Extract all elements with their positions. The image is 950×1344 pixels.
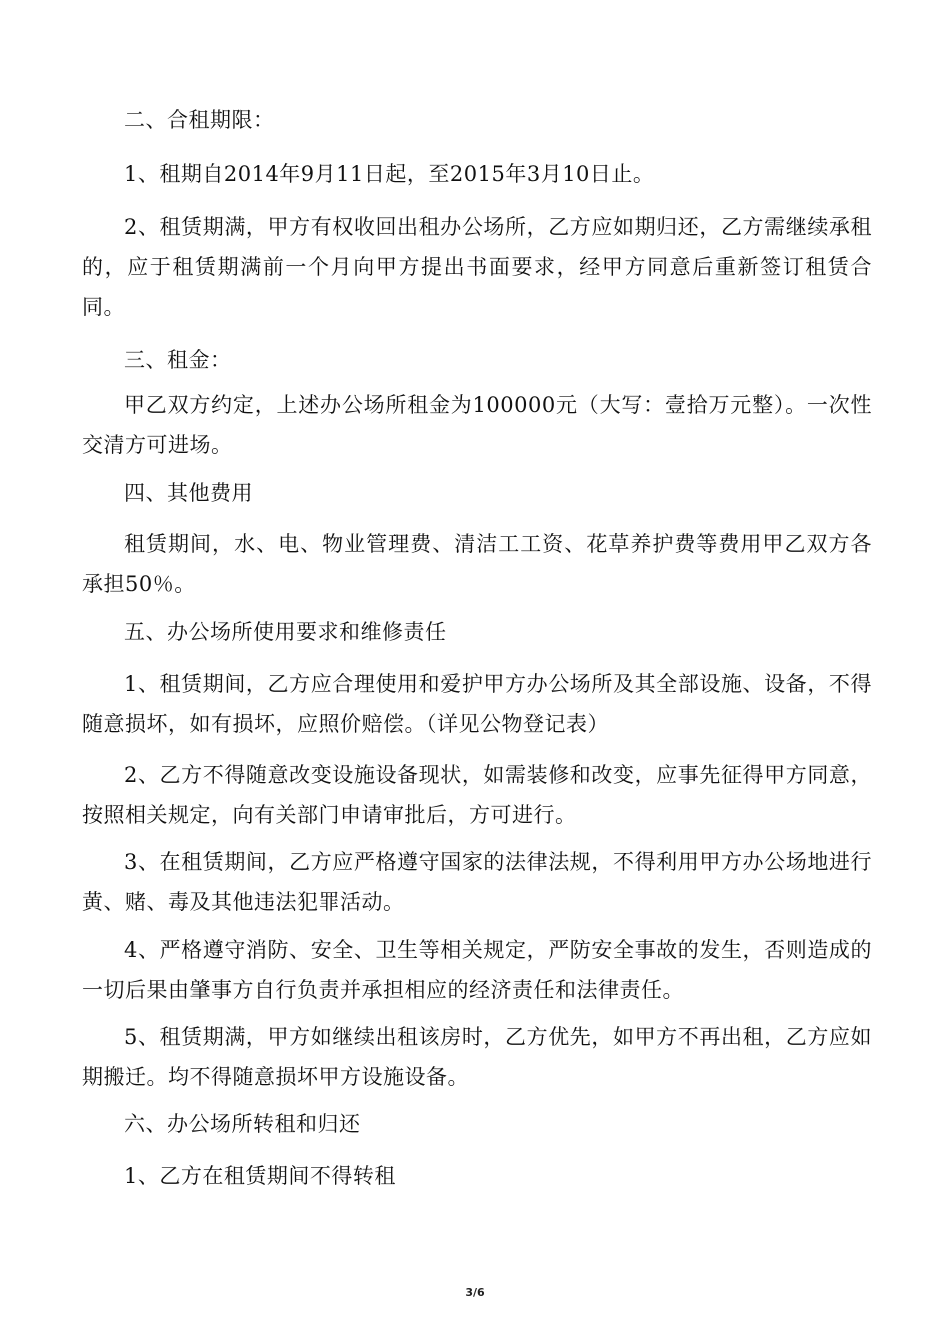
clause-lease-expiry: 2、租赁期满，甲方有权收回出租办公场所，乙方应如期归还，乙方需继续承租的，应于租赁期满前一个月向甲方提出书面要求，经甲方同意后重新签订租赁合同。 [82,215,872,319]
page-number: 3/6 [465,1286,485,1299]
clause-no-alteration: 2、乙方不得随意改变设施设备现状，如需装修和改变，应事先征得甲方同意，按照相关规定，向有关部门申请审批后，方可进行。 [82,763,872,827]
section-heading-usage-maintenance: 五、办公场所使用要求和维修责任 [124,620,447,644]
section-heading-lease-term: 二、合租期限： [124,108,275,132]
clause-other-fees: 租赁期间，水、电、物业管理费、清洁工工资、花草养护费等费用甲乙双方各承担50％。 [82,532,872,596]
clause-lease-period: 1、租期自2014年9月11日起，至2015年3月10日止。 [124,162,655,186]
section-heading-other-fees: 四、其他费用 [124,481,253,505]
clause-expiry-priority: 5、租赁期满，甲方如继续出租该房时，乙方优先，如甲方不再出租，乙方应如期搬迁。均不得随意损坏甲方设施设备。 [82,1025,872,1089]
clause-legal-compliance: 3、在租赁期间，乙方应严格遵守国家的法律法规，不得利用甲方办公场地进行黄、赌、毒及其他违法犯罪活动。 [82,850,872,914]
clause-rent-amount: 甲乙双方约定，上述办公场所租金为100000元（大写：壹拾万元整）。一次性交清方可进场。 [82,393,872,457]
clause-no-sublease: 1、乙方在租赁期间不得转租 [124,1164,396,1188]
section-heading-rent: 三、租金： [124,348,232,372]
clause-usage-care: 1、租赁期间，乙方应合理使用和爱护甲方办公场所及其全部设施、设备，不得随意损坏，如有损坏，应照价赔偿。（详见公物登记表） [82,672,872,736]
clause-safety: 4、严格遵守消防、安全、卫生等相关规定，严防安全事故的发生，否则造成的一切后果由肇事方自行负责并承担相应的经济责任和法律责任。 [82,938,872,1002]
section-heading-sublease-return: 六、办公场所转租和归还 [124,1112,361,1136]
